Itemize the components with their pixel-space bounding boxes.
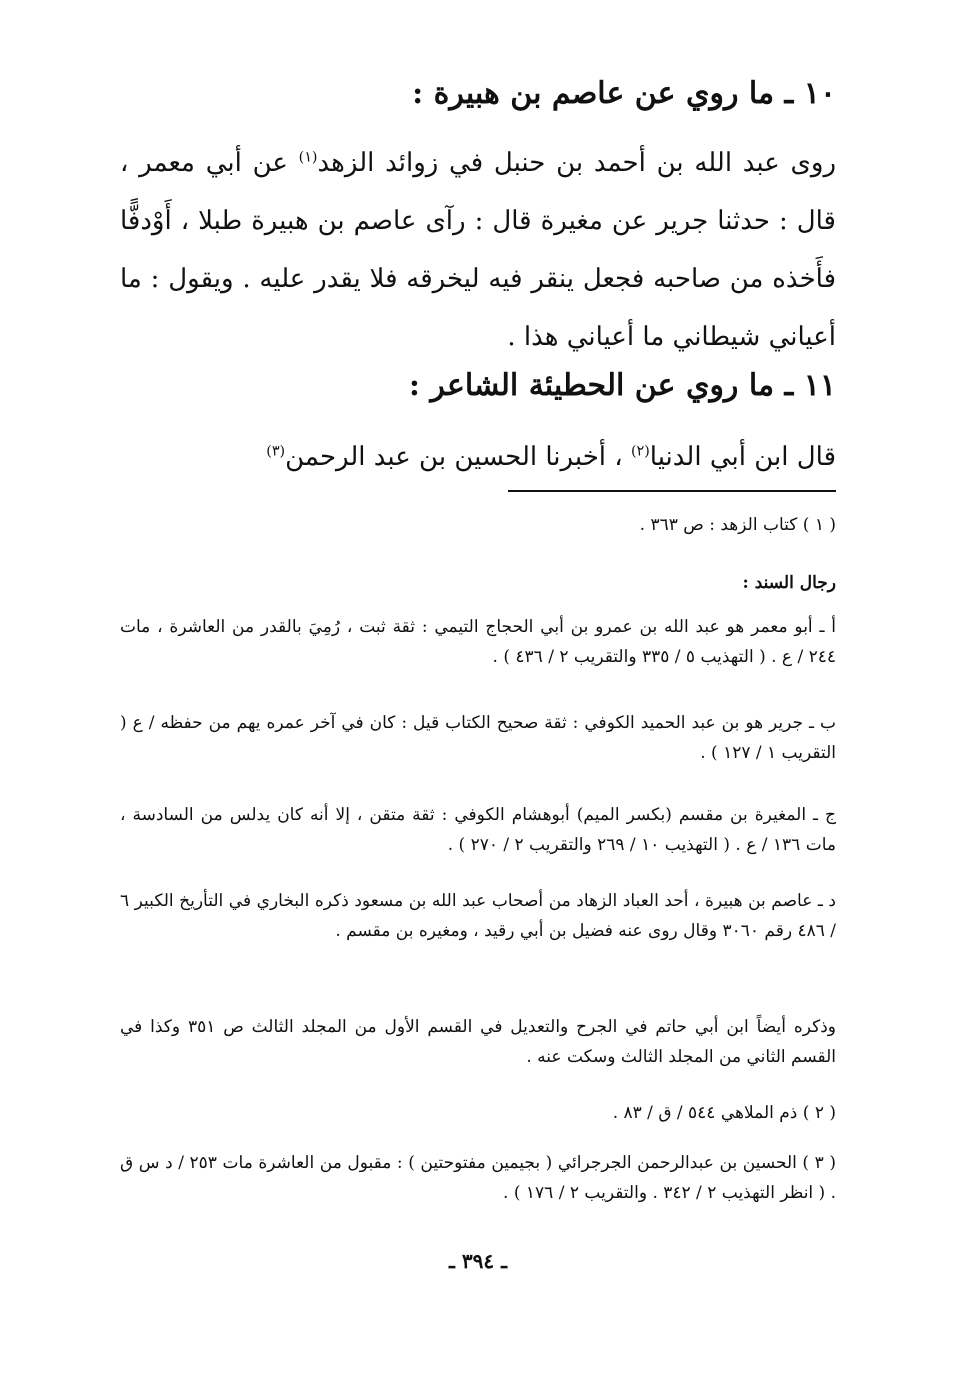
section-11-heading: ١١ ـ ما روي عن الحطيئة الشاعر : [408,368,836,403]
narrator-dal-continued: وذكره أيضاً ابن أبي حاتم في الجرح والتعديل في القسم الأول من المجلد الثالث ص ٣٥١ وكذا في القسم الثاني من المجلد الثالث وسكت عنه . [120,1017,836,1067]
narrator-jim: ج ـ المغيرة بن مقسم (بكسر الميم) أبوهشام الكوفي : ثقة متقن ، إلا أنه كان يدلس من السادسة ، مات ١٣٦ / ع . ( التهذيب ١٠ / ٢٦٩ والتقريب ٢ / ٢٧٠ ) . [120,805,836,855]
footnote-1: ( ١ ) كتاب الزهد : ص ٣٦٣ . [639,515,836,535]
narrator-alif: أ ـ أبو معمر هو عبد الله بن عمرو بن أبي الحجاج التيمي : ثقة ثبت ، رُمِيَ بالقدر من العاشرة ، مات ٢٤٤ / ع . ( التهذيب ٥ / ٣٣٥ والتقريب ٢ / ٤٣٦ ) . [120,617,836,667]
narrator-ba: ب ـ جرير هو بن عبد الحميد الكوفي : ثقة صحيح الكتاب قيل : كان في آخر عمره يهم من حفظه / ع ( التقريب ١ / ١٢٧ ) . [120,713,836,763]
narrator-dal: د ـ عاصم بن هبيرة ، أحد العباد الزهاد من أصحاب عبد الله بن مسعود ذكره البخاري في التأريخ الكبير ٦ / ٤٨٦ رقم ٣٠٦٠ وقال روى عنه فضيل بن أبي رقيد ، ومغيره بن مقسم . [120,891,836,941]
footnote-ref-3: (٣) [266,443,286,460]
section-10-heading: ١٠ ـ ما روي عن عاصم بن هبيرة : [412,76,836,111]
section-10-text-a: روى عبد الله بن أحمد بن حنبل في زوائد الزهد [317,148,837,178]
footnote-2: ( ٢ ) ذم الملاهي ٥٤٤ / ق / ٨٣ . [612,1103,836,1123]
section-11-body [120,428,836,486]
rijal-sanad-title: رجال السند : [742,573,836,593]
section-11-text-a: قال ابن أبي الدنيا [649,442,836,472]
section-10-body [120,134,836,366]
footnote-separator [508,490,836,492]
section-10-text-b: عن أبي معمر ، قال : حدثنا جرير عن مغيرة قال : رآى عاصم بن هبيرة طبلا ، أَوْدفًّا فأَخذه من صاحبه فجعل ينقر فيه ليخرقه فلا يقدر عليه . ويقول : ما أعياني شيطاني ما أعياني هذا . [120,148,836,352]
page-number: ـ ٣٩٤ ـ [449,1249,507,1273]
footnote-ref-1: (١) [298,149,318,166]
section-11-text-b: ، أخبرنا الحسين بن عبد الرحمن [285,442,631,472]
footnote-3: ( ٣ ) الحسين بن عبدالرحمن الجرجرائي ( بجيمين مفتوحتين ) : مقبول من العاشرة مات ٢٥٣ / د س ق . ( انظر التهذيب ٢ / ٣٤٢ . والتقريب ٢ / ١٧٦ ) . [120,1153,836,1203]
footnote-ref-2: (٢) [630,443,650,460]
